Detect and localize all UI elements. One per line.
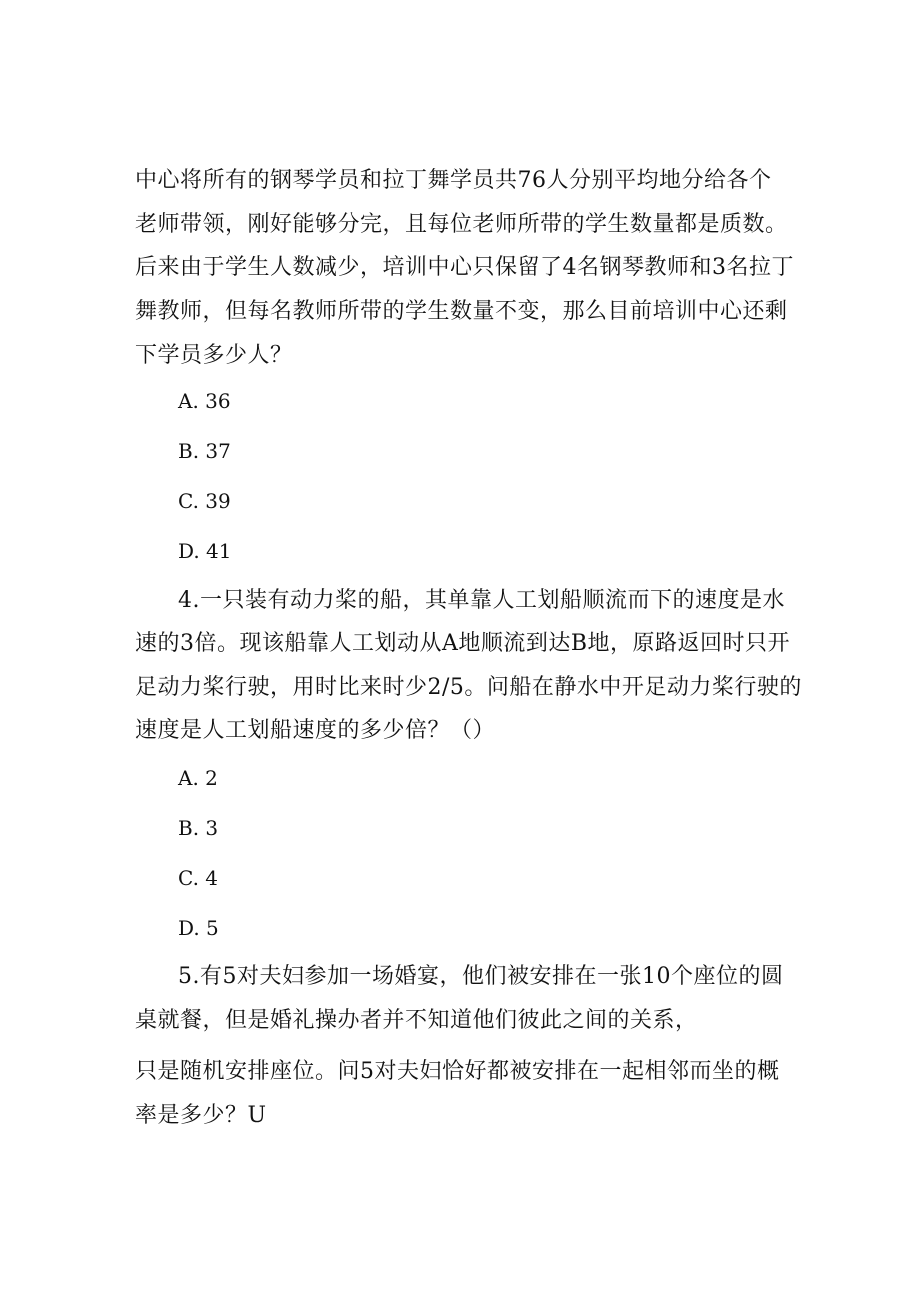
q4-line-2: 速的3倍。现该船靠人工划动从A地顺流到达B地，原路返回时只开 [135,631,791,656]
q3-option-c: C. 39 [178,489,231,513]
q3-line-3: 后来由于学生人数减少，培训中心只保留了4名钢琴教师和3名拉丁 [135,255,794,280]
q3-line-1: 中心将所有的钢琴学员和拉丁舞学员共76人分别平均地分给各个 [135,168,772,193]
q4-option-c: C. 4 [178,866,219,890]
q5-line-4: 率是多少？U [135,1103,267,1128]
q3-option-a: A. 36 [178,389,231,413]
q3-line-2: 老师带领，刚好能够分完，且每位老师所带的学生数量都是质数。 [135,212,788,237]
q3-line-4: 舞教师，但每名教师所带的学生数量不变，那么目前培训中心还剩 [135,299,788,324]
q3-option-b: B. 37 [178,439,231,463]
q5-line-1: 5.有5对夫妇参加一场婚宴，他们被安排在一张10个座位的圆 [178,964,784,989]
q4-line-3: 足动力桨行驶，用时比来时少2/5。问船在静水中开足动力桨行驶的 [135,675,802,700]
q4-option-a: A. 2 [178,766,218,790]
q4-option-b: B. 3 [178,816,219,840]
q5-line-3: 只是随机安排座位。问5对夫妇恰好都被安排在一起相邻而坐的概 [135,1059,780,1084]
q5-line-2: 桌就餐，但是婚礼操办者并不知道他们彼此之间的关系， [135,1008,698,1033]
q3-option-d: D. 41 [178,539,232,563]
q4-line-4: 速度是人工划船速度的多少倍？（） [135,718,496,743]
q4-line-1: 4.一只装有动力桨的船，其单靠人工划船顺流而下的速度是水 [178,588,785,613]
q3-line-5: 下学员多少人？ [135,343,293,368]
q4-option-d: D. 5 [178,916,219,940]
